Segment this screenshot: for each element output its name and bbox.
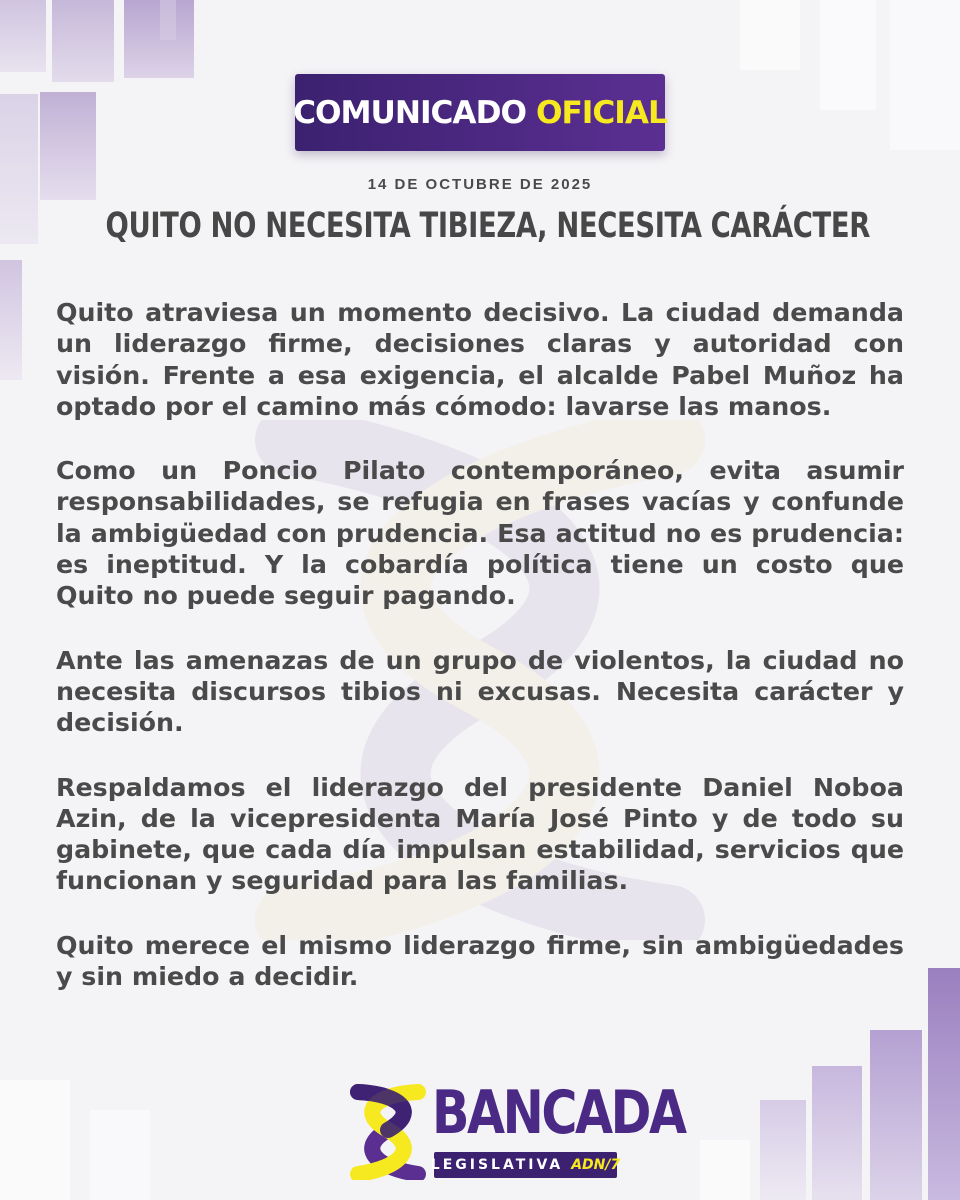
logo-subtitle: LEGISLATIVA	[430, 1157, 564, 1173]
comunicado-oficial-badge	[295, 74, 665, 151]
logo-brand-mark: ADN/7	[571, 1157, 621, 1173]
statement-body	[56, 297, 904, 1025]
date-line: 14 DE OCTUBRE DE 2025	[367, 176, 593, 193]
page-title: QUITO NO NECESITA TIBIEZA, NECESITA CARÁCTER	[105, 206, 870, 246]
bancada-logo	[348, 1078, 685, 1180]
paragraph: Respaldamos el liderazgo del presidente Daniel Noboa Azin, de la vicepresidenta María José Pinto y de todo su gabinete, que cada día impulsan estabilidad, servicios que funcionan y seguridad para las familias.	[56, 772, 904, 896]
paragraph: Como un Poncio Pilato contemporáneo, evita asumir responsabilidades, se refugia en frases vacías y confunde la ambigüedad con prudencia. Esa actitud no es prudencia: es ineptitud. Y la cobardía política tiene un costo que Quito no puede seguir pagando.	[56, 456, 904, 611]
badge-word-comunicado: COMUNICADO	[293, 94, 526, 131]
helix-logo-icon	[348, 1084, 428, 1180]
badge-word-oficial: OFICIAL	[535, 94, 667, 131]
logo-subtitle-bar	[430, 1152, 621, 1178]
paragraph: Quito atraviesa un momento decisivo. La ciudad demanda un liderazgo firme, decisiones claras y autoridad con visión. Frente a esa exigencia, el alcalde Pabel Muñoz ha optado por el camino más cómodo: lavarse las manos.	[56, 298, 904, 421]
paragraph: Ante las amenazas de un grupo de violentos, la ciudad no necesita discursos tibios ni excusas. Necesita carácter y decisión.	[56, 645, 904, 738]
logo-wordmark: BANCADA	[432, 1078, 685, 1148]
paragraph: Quito merece el mismo liderazgo firme, sin ambigüedades y sin miedo a decidir.	[56, 930, 904, 992]
